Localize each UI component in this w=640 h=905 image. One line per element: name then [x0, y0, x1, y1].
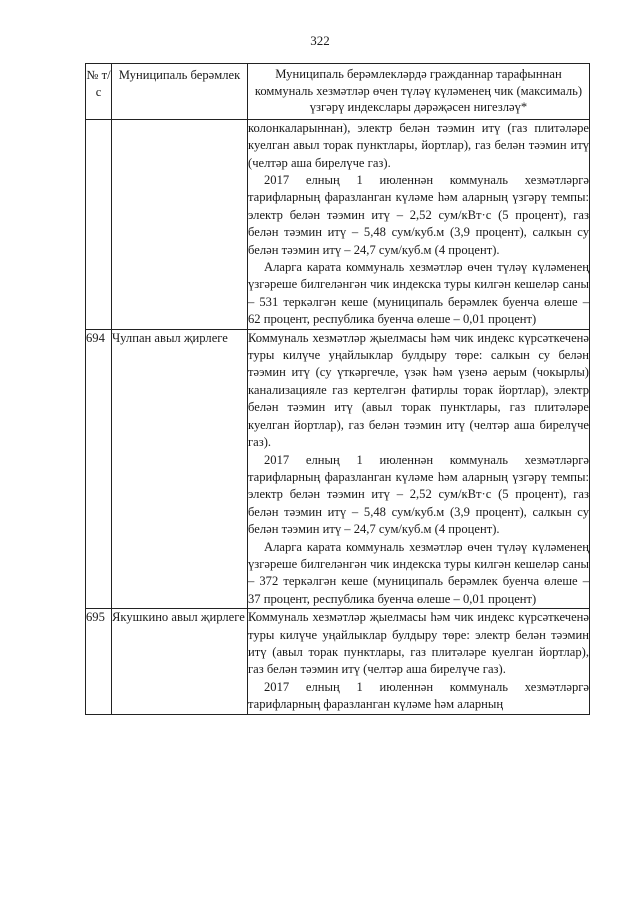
row-municipality: [112, 119, 248, 329]
description-paragraph: Аларга карата коммуналь хезмәтләр өчен түләү күләменең үзгәреше билгеләнгән чик индекска туры килгән кешеләр саны – 372 теркәлгән кеше (муниципаль берәмлек буенча өлеше – 37 процент, республика буенча өлеше – 0,01 процент): [248, 539, 589, 606]
description-paragraph: колонкаларыннан), электр белән тәэмин итү (газ плитәләре куелган авыл торак пунктлары, йортлар), газ белән тәэмин итү (челтәр аша бирелүче газ).: [248, 120, 589, 170]
table-row: [86, 329, 590, 609]
table-header-row: [86, 64, 590, 120]
header-justification: Муниципаль берәмлекләрдә гражданнар тарафыннан коммуналь хезмәтләр өчен түләү күләменең чик (максималь) үзгәрү индекслары дәрәҗәсен нигезләү*: [248, 64, 590, 120]
header-number: № т/с: [86, 64, 112, 120]
table-row: [86, 609, 590, 714]
row-description: [248, 119, 590, 329]
row-number: 694: [86, 329, 112, 609]
description-paragraph: Коммуналь хезмәтләр җыелмасы һәм чик индекс күрсәткеченә туры килүче уңайлыклар булдыру төре: электр белән тәэмин итү (авыл торак пунктлары, газ плитәләре куелган йортлар), газ белән тәэмин итү (челтәр аша бирелүче газ).: [248, 610, 589, 677]
row-municipality: Чулпан авыл җирлеге: [112, 329, 248, 609]
tariff-index-table: [85, 63, 590, 715]
description-paragraph: Аларга карата коммуналь хезмәтләр өчен түләү күләменең үзгәреше билгеләнгән чик индекска туры килгән кешеләр саны – 531 теркәлгән кеше (муниципаль берәмлек буенча өлеше – 62 процент, республика буенча өлеше – 0,01 процент): [248, 260, 589, 327]
page-number: 322: [310, 33, 330, 48]
row-municipality: Якушкино авыл җирлеге: [112, 609, 248, 714]
row-description: [248, 609, 590, 714]
description-paragraph: 2017 елның 1 июленнән коммуналь хезмәтләргә тарифларның фаразланган күләме һәм аларның үзгәрү темпы: электр белән тәэмин итү – 2,52 сум/кВт·с (5 процент), газ белән тәэмин итү – 5,48 сум/куб.м (3,9 процент), салкын су белән тәэмин итү – 24,7 сум/куб.м (4 процент).: [248, 173, 589, 257]
row-number: [86, 119, 112, 329]
table-row: [86, 119, 590, 329]
description-paragraph: Коммуналь хезмәтләр җыелмасы һәм чик индекс күрсәткеченә туры килүче уңайлыклар булдыру төре: салкын су белән тәэмин итү (су үткәргечле, үзәк һәм үзенә аерым (чокырлы) канализацияле газ кертелгән фатирлы торак йортлар), электр белән тәэмин итү (авыл торак пунктлары, газ плитәләре куелган йортлар), газ белән тәэмин итү (челтәр аша бирелүче газ).: [248, 330, 589, 450]
description-paragraph: 2017 елның 1 июленнән коммуналь хезмәтләргә тарифларның фаразланган күләме һәм аларның үзгәрү темпы: электр белән тәэмин итү – 2,52 сум/кВт·с (5 процент), газ белән тәэмин итү – 5,48 сум/куб.м (3,9 процент), салкын су белән тәэмин итү – 24,7 сум/куб.м (4 процент).: [248, 452, 589, 537]
description-paragraph: 2017 елның 1 июленнән коммуналь хезмәтләргә тарифларның фаразланган күләме һәм аларның: [248, 679, 589, 712]
row-number: 695: [86, 609, 112, 714]
header-municipality: Муниципаль берәмлек: [112, 64, 248, 120]
row-description: [248, 329, 590, 609]
